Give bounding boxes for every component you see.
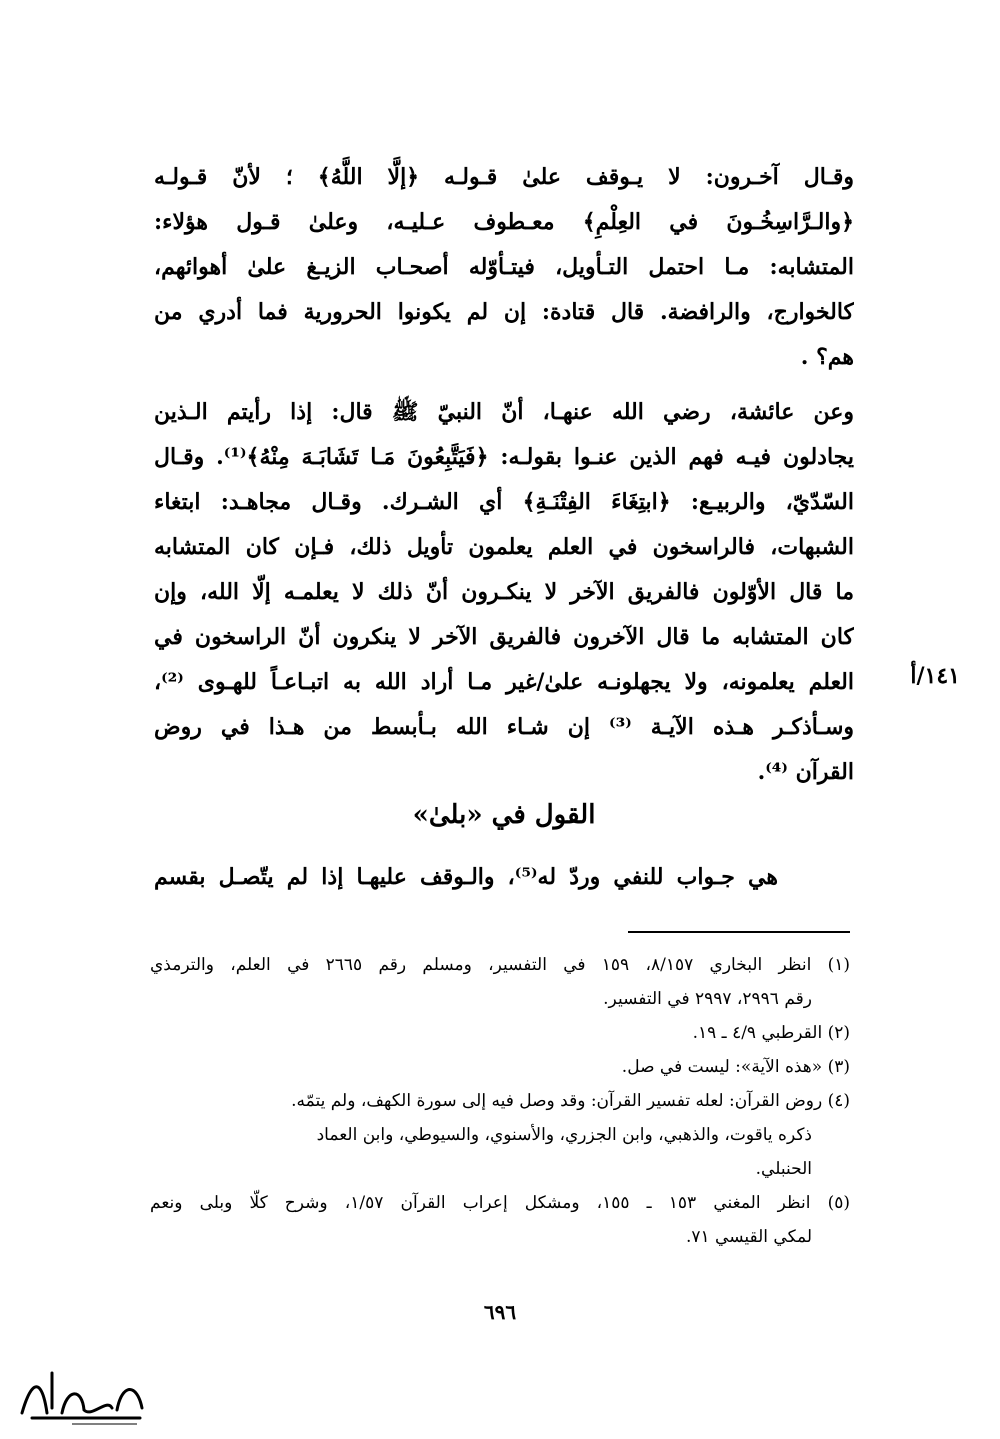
text-line: كان المتشابه ما قال الآخرون فالفريق الآخر لا ينكرون أنّ الراسخون في: [154, 624, 854, 650]
footnotes: [150, 948, 850, 1254]
calligraphy-logo-icon: [12, 1358, 152, 1428]
footnote-line: لمكي القيسي ٧١.: [685, 1227, 812, 1247]
text-line: العلم يعلمونه، ولا يجهلونـه علىٰ/غير مـا أراد الله به اتبـاعـاً للهـوى ⁽²⁾،: [154, 669, 854, 695]
text-line: الشبهات، فالراسخون في العلم يعلمون تأويل ذلك، فـإن كان المتشابه: [154, 534, 854, 560]
text-line: كالخوارج، والرافضة. قال قتادة: إن لم يكونوا الحرورية فما أدري من: [154, 299, 854, 325]
footnote-line: الحنبلي.: [755, 1159, 812, 1179]
text-line: وعن عائشة، رضي الله عنهـا، أنّ النبيّ ﷺ قال: إذا رأيتم الـذين: [154, 399, 854, 425]
section-heading: القول في «بلىٰ»: [412, 800, 596, 830]
text-line: ما قال الأوّلون فالفريق الآخر لا ينكـرون أنّ ذلك لا يعلمـه إلّا الله، وإن: [154, 579, 854, 605]
footnote-line: (٢) القرطبي ٤/٩ ـ ١٩.: [692, 1023, 850, 1043]
page-number: ٦٩٦: [483, 1300, 517, 1324]
footnote-line: (٥) انظر المغني ١٥٣ ـ ١٥٥، ومشكل إعراب القرآن ١/٥٧، وشرح كلّا وبلى ونعم: [150, 1193, 850, 1213]
footnote-line: (٤) روض القرآن: لعله تفسير القرآن: وقد وصل فيه إلى سورة الكهف، ولم يتمّه.: [291, 1091, 850, 1111]
text-line: هم؟ .: [800, 344, 854, 370]
text-line: يجادلون فيـه فهم الذين عنـوا بقولـه: ﴿فَيَتَّبِعُونَ مَـا تَشَابَـهَ مِنْهُ﴾⁽¹⁾. وقـال: [154, 444, 854, 470]
footnote-divider: [628, 931, 850, 933]
text-line: وقـال آخـرون: لا يـوقف علىٰ قـولـه ﴿إلَّا اللَّهُ﴾ ؛ لأنّ قـولـه: [154, 164, 854, 190]
footnote-line: (١) انظر البخاري ٨/١٥٧، ١٥٩ في التفسير، ومسلم رقم ٢٦٦٥ في العلم، والترمذي: [150, 955, 850, 975]
text-line: السّدّيّ، والربيـع: ﴿ابتِغَاءَ الفِتْنَـةِ﴾ أي الشـرك. وقـال مجاهـد: ابتغاء: [154, 489, 854, 515]
text-line: المتشابه: مـا احتمل التـأويل، فيتـأوّله أصحـاب الزيـغ علىٰ أهوائهم،: [154, 254, 854, 280]
text-line: ﴿والـرَّاسِخُـونَ في العِلْمِ﴾ معـطوف عـليـه، وعلىٰ قـول هؤلاء:: [154, 209, 854, 235]
text-line: وسـأذكـر هـذه الآيـة ⁽³⁾ إن شـاء الله بـأبسط من هـذا في روض: [154, 714, 854, 740]
section-text: [154, 855, 778, 900]
main-text: [154, 155, 854, 795]
footnote-line: رقم ٢٩٩٦، ٢٩٩٧ في التفسير.: [603, 989, 812, 1009]
footnote-line: ذكره ياقوت، والذهبي، وابن الجزري، والأسنوي، والسيوطي، وابن العماد: [316, 1125, 812, 1145]
text-line: هي جـواب للنفي وردّ له⁽⁵⁾، والـوقف عليهـا إذا لم يتّصـل بقسم: [154, 864, 778, 890]
text-line: القرآن ⁽⁴⁾.: [757, 759, 854, 785]
footnote-line: (٣) «هذه الآية»: ليست في صل.: [621, 1057, 850, 1077]
margin-folio-note: ١٤١/أ: [910, 663, 960, 689]
